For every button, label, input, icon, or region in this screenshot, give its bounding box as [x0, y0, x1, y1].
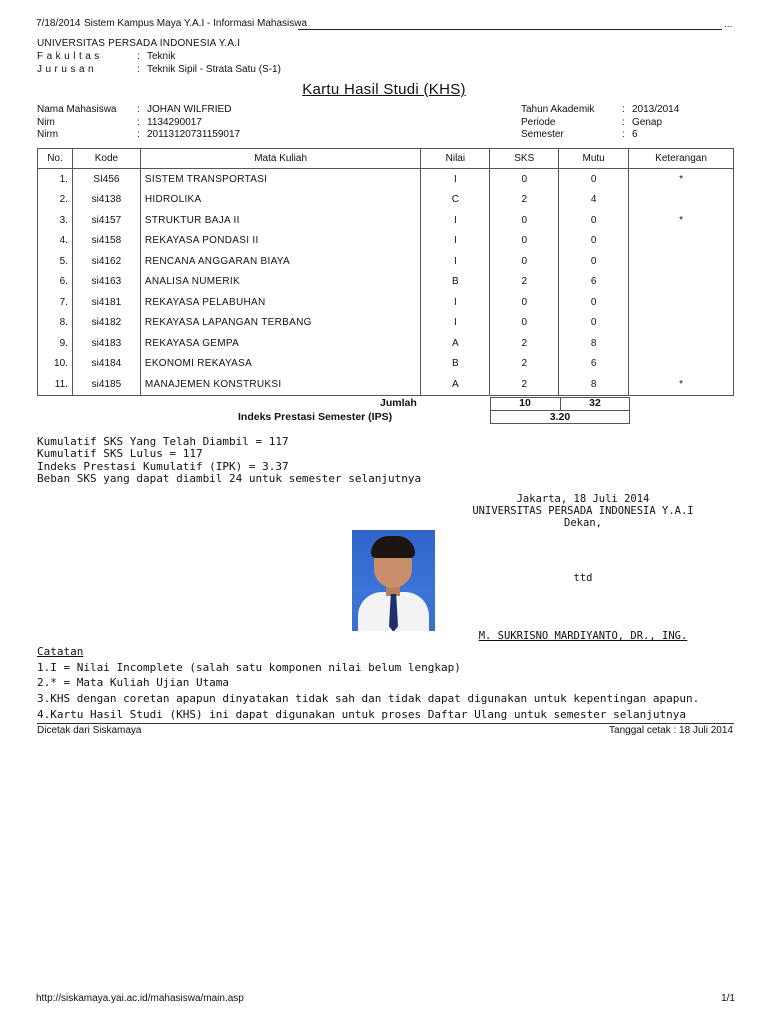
signature-role: Dekan,	[564, 517, 602, 529]
cell-keterangan	[629, 251, 734, 272]
cell-mata-kuliah: SISTEM TRANSPORTASI	[140, 169, 421, 190]
cell-mutu: 8	[559, 374, 629, 395]
cell-no: 2.	[38, 190, 73, 211]
total-mutu: 32	[589, 397, 601, 409]
period-label: Periode	[521, 117, 556, 128]
cell-mata-kuliah: EKONOMI REKAYASA	[140, 354, 421, 375]
cell-sks: 0	[490, 251, 559, 272]
academic-year-label: Tahun Akademik	[521, 104, 595, 115]
header-keterangan: Keterangan	[629, 149, 734, 169]
cell-nilai: I	[421, 231, 490, 252]
header-ellipsis: ...	[724, 19, 733, 30]
ips-value: 3.20	[549, 411, 571, 423]
cell-keterangan	[629, 354, 734, 375]
cell-no: 6.	[38, 272, 73, 293]
cell-mata-kuliah: HIDROLIKA	[140, 190, 421, 211]
cell-mata-kuliah: MANAJEMEN KONSTRUKSI	[140, 374, 421, 395]
cell-nilai: I	[421, 210, 490, 231]
cell-mutu: 6	[559, 272, 629, 293]
academic-year-value: 2013/2014	[632, 104, 680, 115]
total-label: Jumlah	[380, 397, 417, 409]
cell-keterangan	[629, 313, 734, 334]
period-value: Genap	[632, 117, 663, 128]
student-name-separator: :	[137, 104, 140, 115]
cell-kode: si4184	[72, 354, 140, 375]
cell-nilai: B	[421, 354, 490, 375]
document-title: Kartu Hasil Studi (KHS)	[302, 81, 466, 98]
summary-sks-passed: Kumulatif SKS Lulus = 117	[37, 447, 203, 460]
cell-keterangan	[629, 190, 734, 211]
cell-nilai: A	[421, 374, 490, 395]
header-rule	[298, 29, 722, 30]
note-item-4: 4.Kartu Hasil Studi (KHS) ini dapat digunakan untuk proses Daftar Ulang untuk semester selanjutnya	[37, 708, 687, 721]
cell-mata-kuliah: ANALISA NUMERIK	[140, 272, 421, 293]
jurusan-label: Jurusan	[37, 64, 98, 75]
table-row	[38, 374, 734, 395]
cell-no: 4.	[38, 231, 73, 252]
cell-no: 3.	[38, 210, 73, 231]
table-row	[38, 333, 734, 354]
cell-nilai: A	[421, 333, 490, 354]
table-row	[38, 231, 734, 252]
cell-keterangan: *	[629, 374, 734, 395]
fakultas-separator: :	[137, 51, 140, 62]
cell-mata-kuliah: REKAYASA PELABUHAN	[140, 292, 421, 313]
cell-sks: 0	[490, 169, 559, 190]
academic-year-separator: :	[622, 104, 625, 115]
nirm-label: Nirm	[37, 129, 59, 140]
cell-nilai: I	[421, 292, 490, 313]
cell-kode: si4163	[72, 272, 140, 293]
cell-keterangan	[629, 272, 734, 293]
cell-no: 8.	[38, 313, 73, 334]
fakultas-value: Teknik	[147, 51, 176, 62]
page-number: 1/1	[721, 993, 735, 1004]
cell-mutu: 4	[559, 190, 629, 211]
period-separator: :	[622, 117, 625, 128]
cell-mutu: 6	[559, 354, 629, 375]
signature-institution: UNIVERSITAS PERSADA INDONESIA Y.A.I	[472, 505, 694, 517]
nim-separator: :	[137, 117, 140, 128]
cell-mata-kuliah: STRUKTUR BAJA II	[140, 210, 421, 231]
cell-mutu: 0	[559, 313, 629, 334]
cell-keterangan	[629, 333, 734, 354]
cell-no: 1.	[38, 169, 73, 190]
cell-sks: 2	[490, 272, 559, 293]
summary-next-load: Beban SKS yang dapat diambil 24 untuk semester selanjutnya	[37, 472, 422, 485]
cell-sks: 2	[490, 374, 559, 395]
cell-kode: si4182	[72, 313, 140, 334]
signature-place-date: Jakarta, 18 Juli 2014	[516, 493, 650, 505]
cell-sks: 2	[490, 333, 559, 354]
cell-mutu: 0	[559, 251, 629, 272]
table-row	[38, 210, 734, 231]
cell-keterangan	[629, 292, 734, 313]
grades-body	[38, 169, 734, 396]
table-header-row	[38, 149, 734, 169]
cell-kode: si4183	[72, 333, 140, 354]
jurusan-value: Teknik Sipil - Strata Satu (S-1)	[147, 64, 281, 75]
nirm-separator: :	[137, 129, 140, 140]
cell-keterangan: *	[629, 169, 734, 190]
cell-keterangan	[629, 231, 734, 252]
print-date: 7/18/2014	[36, 18, 81, 29]
table-row	[38, 272, 734, 293]
header-no: No.	[38, 149, 73, 169]
cell-no: 9.	[38, 333, 73, 354]
footer-rule	[37, 723, 734, 724]
table-row	[38, 190, 734, 211]
notes-title: Catatan	[37, 645, 84, 658]
cell-sks: 2	[490, 190, 559, 211]
summary-ipk: Indeks Prestasi Kumulatif (IPK) = 3.37	[37, 460, 289, 473]
table-row	[38, 292, 734, 313]
university-name: UNIVERSITAS PERSADA INDONESIA Y.A.I	[37, 38, 241, 49]
cell-mata-kuliah: REKAYASA LAPANGAN TERBANG	[140, 313, 421, 334]
cell-no: 10.	[38, 354, 73, 375]
cell-mutu: 8	[559, 333, 629, 354]
semester-separator: :	[622, 129, 625, 140]
semester-label: Semester	[521, 129, 564, 140]
student-photo	[352, 530, 435, 631]
cell-sks: 0	[490, 210, 559, 231]
cell-mutu: 0	[559, 231, 629, 252]
dean-name	[440, 630, 726, 642]
cell-sks: 0	[490, 292, 559, 313]
header-mata-kuliah: Mata Kuliah	[140, 149, 421, 169]
cell-sks: 0	[490, 313, 559, 334]
cell-nilai: I	[421, 169, 490, 190]
summary-sks-taken: Kumulatif SKS Yang Telah Diambil = 117	[37, 435, 289, 448]
semester-value: 6	[632, 129, 638, 140]
student-name: JOHAN WILFRIED	[147, 104, 232, 115]
cell-kode: si4138	[72, 190, 140, 211]
cell-sks: 2	[490, 354, 559, 375]
cell-keterangan: *	[629, 210, 734, 231]
cell-kode: si4162	[72, 251, 140, 272]
cell-mutu: 0	[559, 169, 629, 190]
student-name-label: Nama Mahasiswa	[37, 104, 117, 115]
note-item-1: 1.I = Nilai Incomplete (salah satu komponen nilai belum lengkap)	[37, 661, 461, 674]
footer-printed-from: Dicetak dari Siskamaya	[37, 725, 142, 736]
cell-nilai: C	[421, 190, 490, 211]
table-row	[38, 354, 734, 375]
table-row	[38, 169, 734, 190]
cell-nilai: B	[421, 272, 490, 293]
table-row	[38, 313, 734, 334]
cell-nilai: I	[421, 313, 490, 334]
cell-mutu: 0	[559, 210, 629, 231]
cell-mata-kuliah: REKAYASA GEMPA	[140, 333, 421, 354]
cell-kode: si4158	[72, 231, 140, 252]
dean-name-text: M. SUKRISNO MARDIYANTO, DR., ING.	[478, 630, 688, 642]
cell-no: 11.	[38, 374, 73, 395]
cell-mata-kuliah: REKAYASA PONDASI II	[140, 231, 421, 252]
cell-kode: SI456	[72, 169, 140, 190]
nim-value: 1134290017	[147, 117, 202, 128]
ips-label: Indeks Prestasi Semester (IPS)	[238, 411, 393, 423]
cell-sks: 0	[490, 231, 559, 252]
footer-print-date: Tanggal cetak : 18 Juli 2014	[609, 725, 733, 736]
header-mutu: Mutu	[559, 149, 629, 169]
jurusan-separator: :	[137, 64, 140, 75]
cell-mutu: 0	[559, 292, 629, 313]
print-page-title: Sistem Kampus Maya Y.A.I - Informasi Mahasiswa	[84, 18, 308, 29]
header-nilai: Nilai	[421, 149, 490, 169]
page-url: http://siskamaya.yai.ac.id/mahasiswa/main.asp	[36, 993, 244, 1004]
fakultas-label: Fakultas	[37, 51, 103, 62]
note-item-3: 3.KHS dengan coretan apapun dinyatakan tidak sah dan tidak dapat digunakan untuk kepentingan apapun.	[37, 692, 700, 705]
cell-mata-kuliah: RENCANA ANGGARAN BIAYA	[140, 251, 421, 272]
nirm-value: 20113120731159017	[147, 129, 241, 140]
cell-kode: si4181	[72, 292, 140, 313]
cell-no: 7.	[38, 292, 73, 313]
nim-label: Nim	[37, 117, 55, 128]
header-sks: SKS	[490, 149, 559, 169]
note-item-2: 2.* = Mata Kuliah Ujian Utama	[37, 676, 230, 689]
cell-kode: si4157	[72, 210, 140, 231]
cell-kode: si4185	[72, 374, 140, 395]
table-row	[38, 251, 734, 272]
grades-table	[37, 148, 734, 396]
total-sks: 10	[519, 397, 531, 409]
cell-nilai: I	[421, 251, 490, 272]
cell-no: 5.	[38, 251, 73, 272]
signature-ttd: ttd	[573, 572, 593, 584]
header-kode: Kode	[72, 149, 140, 169]
